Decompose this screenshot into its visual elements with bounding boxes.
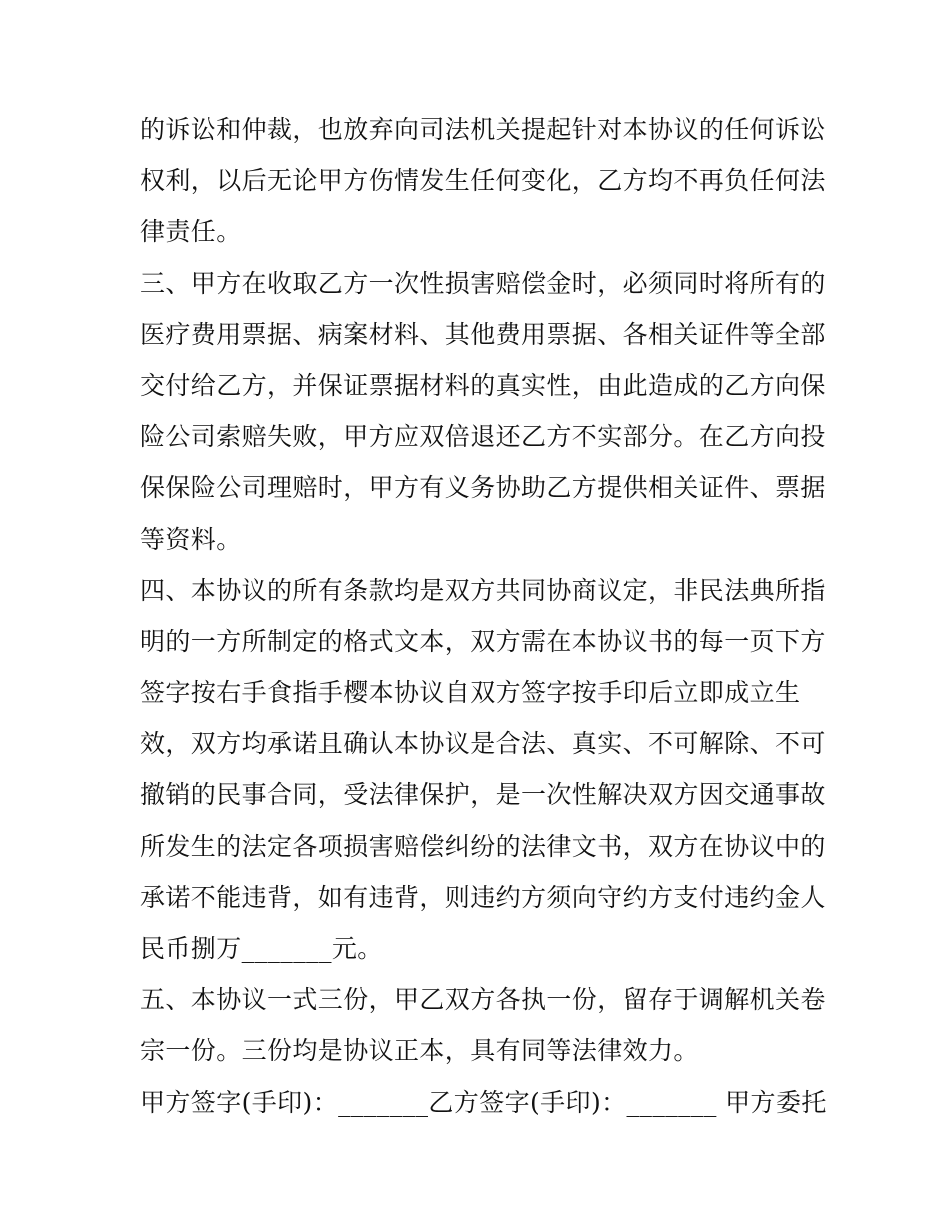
text-line: 撤销的民事合同，受法律保护，是一次性解决双方因交通事故 (140, 780, 826, 810)
text-line: 宗一份。三份均是协议正本，具有同等法律效力。 (140, 1036, 699, 1066)
text-line: 医疗费用票据、病案材料、其他费用票据、各相关证件等全部 (140, 319, 826, 349)
text-line: 的诉讼和仲裁，也放弃向司法机关提起针对本协议的任何诉讼 (140, 115, 826, 144)
text-line: 等资料。 (140, 524, 242, 554)
text-line: 权利，以后无论甲方伤情发生任何变化，乙方均不再负任何法 (140, 166, 826, 196)
text-line: 交付给乙方，并保证票据材料的真实性，由此造成的乙方向保 (140, 370, 826, 400)
clause-four-line: 四、本协议的所有条款均是双方共同协商议定，非民法典所指 (140, 575, 826, 605)
text-line: 承诺不能违背，如有违背，则违约方须向守约方支付违约金人 (140, 882, 826, 912)
signature-line: 甲方签字(手印)：_______乙方签字(手印)：_______ 甲方委托 (140, 1087, 827, 1117)
text-line: 律责任。 (140, 217, 242, 247)
text-line: 明的一方所制定的格式文本，双方需在本协议书的每一页下方 (140, 626, 826, 656)
agreement-body-text (140, 104, 827, 1128)
penalty-amount-line: 民币捌万_______元。 (140, 934, 383, 963)
clause-five-line: 五、本协议一式三份，甲乙双方各执一份，留存于调解机关卷 (140, 985, 826, 1015)
text-line: 效，双方均承诺且确认本协议是合法、真实、不可解除、不可 (140, 729, 826, 759)
text-line: 保保险公司理赔时，甲方有义务协助乙方提供相关证件、票据 (140, 473, 826, 503)
clause-three-line: 三、甲方在收取乙方一次性损害赔偿金时，必须同时将所有的 (140, 268, 826, 298)
text-line: 险公司索赔失败，甲方应双倍退还乙方不实部分。在乙方向投 (140, 422, 826, 452)
text-line: 所发生的法定各项损害赔偿纠纷的法律文书，双方在协议中的 (140, 831, 826, 861)
text-line: 签字按右手食指手樱本协议自双方签字按手印后立即成立生 (140, 678, 801, 708)
